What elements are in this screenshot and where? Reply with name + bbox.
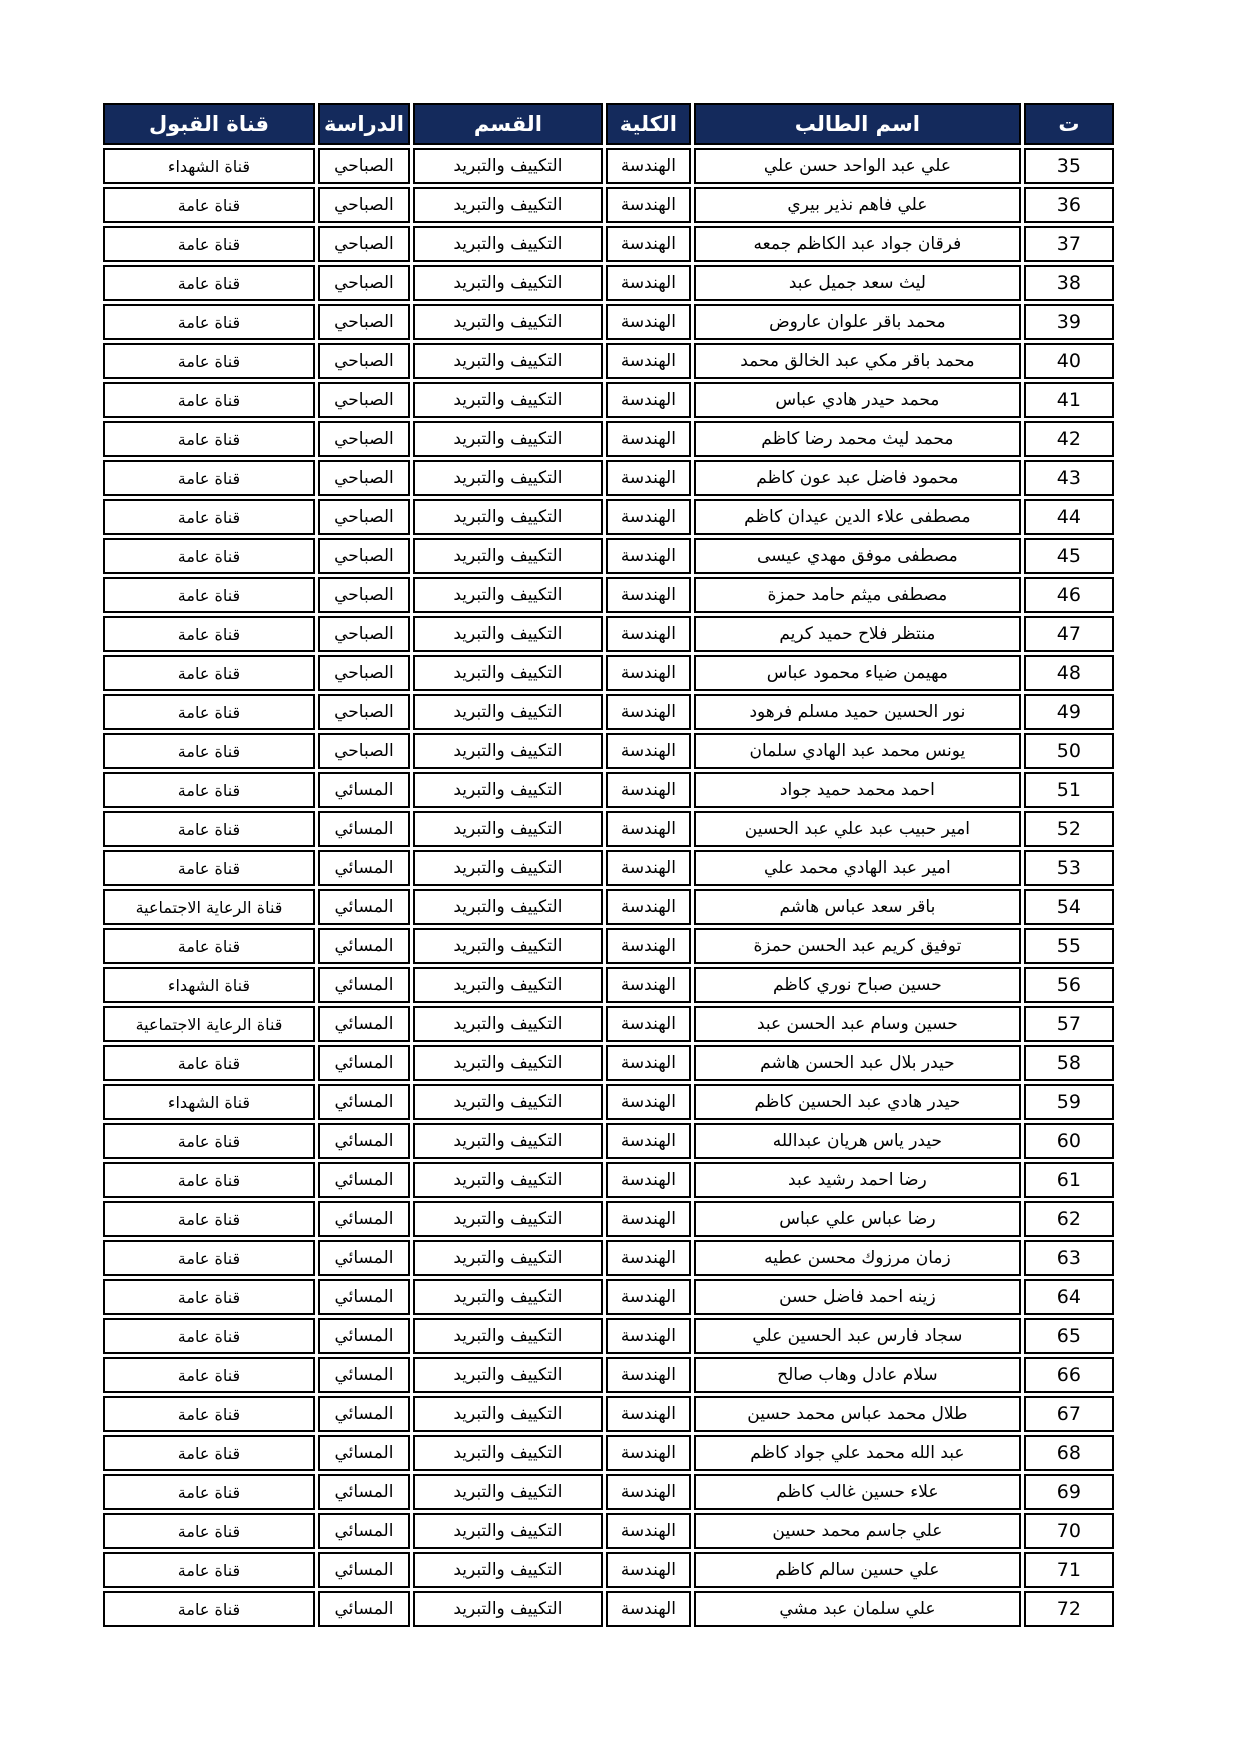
cell-name: حيدر هادي عبد الحسين كاظم xyxy=(694,1084,1021,1120)
cell-study: المسائي xyxy=(318,1591,410,1627)
cell-name: يونس محمد عبد الهادي سلمان xyxy=(694,733,1021,769)
cell-no: 63 xyxy=(1024,1240,1114,1276)
table-row xyxy=(103,226,1114,262)
header-name: اسم الطالب xyxy=(694,103,1021,145)
cell-college: الهندسة xyxy=(606,226,691,262)
cell-channel: قناة عامة xyxy=(103,1045,315,1081)
cell-name: زمان مرزوك محسن عطيه xyxy=(694,1240,1021,1276)
cell-college: الهندسة xyxy=(606,811,691,847)
table-row xyxy=(103,1435,1114,1471)
cell-college: الهندسة xyxy=(606,967,691,1003)
cell-college: الهندسة xyxy=(606,1240,691,1276)
table-row xyxy=(103,1201,1114,1237)
table-row xyxy=(103,1513,1114,1549)
cell-dept: التكييف والتبريد xyxy=(413,304,603,340)
cell-name: زينه احمد فاضل حسن xyxy=(694,1279,1021,1315)
cell-no: 49 xyxy=(1024,694,1114,730)
cell-no: 62 xyxy=(1024,1201,1114,1237)
table-row xyxy=(103,772,1114,808)
table-row xyxy=(103,499,1114,535)
cell-dept: التكييف والتبريد xyxy=(413,265,603,301)
cell-college: الهندسة xyxy=(606,1084,691,1120)
cell-no: 66 xyxy=(1024,1357,1114,1393)
cell-channel: قناة الرعاية الاجتماعية xyxy=(103,889,315,925)
cell-no: 57 xyxy=(1024,1006,1114,1042)
cell-dept: التكييف والتبريد xyxy=(413,1318,603,1354)
cell-college: الهندسة xyxy=(606,1396,691,1432)
cell-channel: قناة عامة xyxy=(103,1513,315,1549)
cell-study: المسائي xyxy=(318,1513,410,1549)
cell-channel: قناة عامة xyxy=(103,850,315,886)
cell-college: الهندسة xyxy=(606,1435,691,1471)
cell-no: 44 xyxy=(1024,499,1114,535)
cell-dept: التكييف والتبريد xyxy=(413,1240,603,1276)
cell-college: الهندسة xyxy=(606,265,691,301)
table-row xyxy=(103,265,1114,301)
cell-channel: قناة عامة xyxy=(103,1123,315,1159)
cell-dept: التكييف والتبريد xyxy=(413,850,603,886)
cell-no: 48 xyxy=(1024,655,1114,691)
cell-study: المسائي xyxy=(318,928,410,964)
cell-college: الهندسة xyxy=(606,499,691,535)
cell-name: امير عبد الهادي محمد علي xyxy=(694,850,1021,886)
cell-no: 51 xyxy=(1024,772,1114,808)
cell-college: الهندسة xyxy=(606,1318,691,1354)
cell-name: علي عبد الواحد حسن علي xyxy=(694,148,1021,184)
cell-channel: قناة عامة xyxy=(103,382,315,418)
cell-study: الصباحي xyxy=(318,616,410,652)
cell-dept: التكييف والتبريد xyxy=(413,382,603,418)
cell-no: 35 xyxy=(1024,148,1114,184)
cell-college: الهندسة xyxy=(606,1357,691,1393)
cell-study: المسائي xyxy=(318,1162,410,1198)
cell-dept: التكييف والتبريد xyxy=(413,421,603,457)
cell-dept: التكييف والتبريد xyxy=(413,1435,603,1471)
cell-channel: قناة عامة xyxy=(103,1357,315,1393)
table-body xyxy=(103,148,1114,1627)
table-row xyxy=(103,1318,1114,1354)
cell-dept: التكييف والتبريد xyxy=(413,811,603,847)
table-row xyxy=(103,1045,1114,1081)
cell-study: الصباحي xyxy=(318,226,410,262)
students-table xyxy=(100,100,1117,1630)
table-row xyxy=(103,616,1114,652)
cell-channel: قناة عامة xyxy=(103,1435,315,1471)
cell-dept: التكييف والتبريد xyxy=(413,928,603,964)
cell-channel: قناة عامة xyxy=(103,616,315,652)
cell-channel: قناة الشهداء xyxy=(103,1084,315,1120)
cell-dept: التكييف والتبريد xyxy=(413,889,603,925)
cell-channel: قناة عامة xyxy=(103,304,315,340)
cell-channel: قناة عامة xyxy=(103,343,315,379)
cell-dept: التكييف والتبريد xyxy=(413,577,603,613)
header-study: الدراسة xyxy=(318,103,410,145)
cell-no: 70 xyxy=(1024,1513,1114,1549)
cell-no: 42 xyxy=(1024,421,1114,457)
cell-channel: قناة عامة xyxy=(103,1318,315,1354)
table-row xyxy=(103,1084,1114,1120)
cell-name: محمد باقر مكي عبد الخالق محمد xyxy=(694,343,1021,379)
cell-channel: قناة عامة xyxy=(103,694,315,730)
cell-channel: قناة الشهداء xyxy=(103,148,315,184)
cell-name: محمد ليث محمد رضا كاظم xyxy=(694,421,1021,457)
table-row xyxy=(103,460,1114,496)
cell-channel: قناة عامة xyxy=(103,460,315,496)
cell-dept: التكييف والتبريد xyxy=(413,1201,603,1237)
cell-name: سجاد فارس عبد الحسين علي xyxy=(694,1318,1021,1354)
cell-dept: التكييف والتبريد xyxy=(413,499,603,535)
cell-no: 38 xyxy=(1024,265,1114,301)
cell-study: الصباحي xyxy=(318,733,410,769)
cell-channel: قناة عامة xyxy=(103,811,315,847)
cell-college: الهندسة xyxy=(606,187,691,223)
cell-college: الهندسة xyxy=(606,1474,691,1510)
cell-no: 36 xyxy=(1024,187,1114,223)
cell-dept: التكييف والتبريد xyxy=(413,733,603,769)
cell-channel: قناة عامة xyxy=(103,655,315,691)
cell-college: الهندسة xyxy=(606,1006,691,1042)
cell-no: 65 xyxy=(1024,1318,1114,1354)
table-row xyxy=(103,733,1114,769)
table-row xyxy=(103,1357,1114,1393)
cell-dept: التكييف والتبريد xyxy=(413,1279,603,1315)
cell-no: 68 xyxy=(1024,1435,1114,1471)
cell-dept: التكييف والتبريد xyxy=(413,1162,603,1198)
cell-name: مصطفى موفق مهدي عيسى xyxy=(694,538,1021,574)
cell-dept: التكييف والتبريد xyxy=(413,1123,603,1159)
cell-college: الهندسة xyxy=(606,1162,691,1198)
table-row xyxy=(103,382,1114,418)
cell-name: علي سلمان عبد مشي xyxy=(694,1591,1021,1627)
cell-dept: التكييف والتبريد xyxy=(413,655,603,691)
cell-name: علي جاسم محمد حسين xyxy=(694,1513,1021,1549)
cell-channel: قناة عامة xyxy=(103,928,315,964)
cell-name: محمد حيدر هادي عباس xyxy=(694,382,1021,418)
cell-no: 64 xyxy=(1024,1279,1114,1315)
table-row xyxy=(103,1279,1114,1315)
table-row xyxy=(103,577,1114,613)
cell-no: 52 xyxy=(1024,811,1114,847)
cell-study: الصباحي xyxy=(318,187,410,223)
cell-channel: قناة عامة xyxy=(103,187,315,223)
cell-name: علاء حسين غالب كاظم xyxy=(694,1474,1021,1510)
cell-name: مصطفى ميثم حامد حمزة xyxy=(694,577,1021,613)
cell-study: المسائي xyxy=(318,850,410,886)
cell-no: 71 xyxy=(1024,1552,1114,1588)
cell-name: علي فاهم نذير بيري xyxy=(694,187,1021,223)
cell-study: المسائي xyxy=(318,811,410,847)
cell-college: الهندسة xyxy=(606,148,691,184)
cell-name: حسين وسام عبد الحسن عبد xyxy=(694,1006,1021,1042)
table-row xyxy=(103,421,1114,457)
cell-no: 69 xyxy=(1024,1474,1114,1510)
cell-name: رضا احمد رشيد عبد xyxy=(694,1162,1021,1198)
header-channel: قناة القبول xyxy=(103,103,315,145)
cell-channel: قناة عامة xyxy=(103,772,315,808)
cell-college: الهندسة xyxy=(606,889,691,925)
table-row xyxy=(103,343,1114,379)
cell-no: 39 xyxy=(1024,304,1114,340)
cell-dept: التكييف والتبريد xyxy=(413,1552,603,1588)
table-row xyxy=(103,187,1114,223)
cell-no: 61 xyxy=(1024,1162,1114,1198)
cell-college: الهندسة xyxy=(606,1552,691,1588)
cell-no: 60 xyxy=(1024,1123,1114,1159)
table-header xyxy=(103,103,1114,145)
cell-name: امير حبيب عبد علي عبد الحسين xyxy=(694,811,1021,847)
cell-study: الصباحي xyxy=(318,577,410,613)
cell-channel: قناة عامة xyxy=(103,577,315,613)
cell-name: محمد باقر علوان عاروض xyxy=(694,304,1021,340)
table-row xyxy=(103,850,1114,886)
cell-study: الصباحي xyxy=(318,148,410,184)
cell-study: الصباحي xyxy=(318,538,410,574)
cell-channel: قناة عامة xyxy=(103,1591,315,1627)
cell-channel: قناة عامة xyxy=(103,1552,315,1588)
table-row xyxy=(103,1162,1114,1198)
cell-college: الهندسة xyxy=(606,1045,691,1081)
table-row xyxy=(103,1396,1114,1432)
table-row xyxy=(103,538,1114,574)
cell-dept: التكييف والتبريد xyxy=(413,616,603,652)
cell-study: المسائي xyxy=(318,1279,410,1315)
cell-study: الصباحي xyxy=(318,343,410,379)
cell-name: سلام عادل وهاب صالح xyxy=(694,1357,1021,1393)
header-dept: القسم xyxy=(413,103,603,145)
cell-study: المسائي xyxy=(318,1240,410,1276)
header-no: ت xyxy=(1024,103,1114,145)
cell-no: 46 xyxy=(1024,577,1114,613)
cell-channel: قناة عامة xyxy=(103,1162,315,1198)
cell-name: حيدر ياس هريان عبدالله xyxy=(694,1123,1021,1159)
cell-no: 40 xyxy=(1024,343,1114,379)
table-row xyxy=(103,148,1114,184)
cell-college: الهندسة xyxy=(606,1279,691,1315)
cell-study: المسائي xyxy=(318,1357,410,1393)
cell-college: الهندسة xyxy=(606,1123,691,1159)
cell-no: 50 xyxy=(1024,733,1114,769)
table-row xyxy=(103,1123,1114,1159)
cell-college: الهندسة xyxy=(606,733,691,769)
cell-name: ليث سعد جميل عبد xyxy=(694,265,1021,301)
table-row xyxy=(103,889,1114,925)
cell-dept: التكييف والتبريد xyxy=(413,460,603,496)
table-row xyxy=(103,928,1114,964)
cell-channel: قناة عامة xyxy=(103,1396,315,1432)
cell-college: الهندسة xyxy=(606,850,691,886)
cell-study: المسائي xyxy=(318,1396,410,1432)
cell-channel: قناة الرعاية الاجتماعية xyxy=(103,1006,315,1042)
cell-name: باقر سعد عباس هاشم xyxy=(694,889,1021,925)
cell-dept: التكييف والتبريد xyxy=(413,148,603,184)
cell-name: محمود فاضل عبد عون كاظم xyxy=(694,460,1021,496)
cell-dept: التكييف والتبريد xyxy=(413,343,603,379)
cell-channel: قناة عامة xyxy=(103,1279,315,1315)
cell-channel: قناة عامة xyxy=(103,1240,315,1276)
cell-name: توفيق كريم عبد الحسن حمزة xyxy=(694,928,1021,964)
cell-college: الهندسة xyxy=(606,538,691,574)
cell-name: عبد الله محمد علي جواد كاظم xyxy=(694,1435,1021,1471)
cell-name: حيدر بلال عبد الحسن هاشم xyxy=(694,1045,1021,1081)
cell-college: الهندسة xyxy=(606,694,691,730)
cell-dept: التكييف والتبريد xyxy=(413,226,603,262)
cell-study: المسائي xyxy=(318,889,410,925)
cell-name: فرقان جواد عبد الكاظم جمعه xyxy=(694,226,1021,262)
cell-college: الهندسة xyxy=(606,460,691,496)
cell-college: الهندسة xyxy=(606,1591,691,1627)
cell-name: رضا عباس علي عباس xyxy=(694,1201,1021,1237)
cell-study: المسائي xyxy=(318,1045,410,1081)
cell-no: 67 xyxy=(1024,1396,1114,1432)
cell-no: 41 xyxy=(1024,382,1114,418)
header-row xyxy=(103,103,1114,145)
table-row xyxy=(103,1474,1114,1510)
table-row xyxy=(103,1006,1114,1042)
cell-channel: قناة عامة xyxy=(103,499,315,535)
cell-channel: قناة عامة xyxy=(103,265,315,301)
cell-study: الصباحي xyxy=(318,382,410,418)
cell-no: 55 xyxy=(1024,928,1114,964)
cell-college: الهندسة xyxy=(606,304,691,340)
cell-no: 45 xyxy=(1024,538,1114,574)
cell-study: الصباحي xyxy=(318,460,410,496)
cell-college: الهندسة xyxy=(606,1513,691,1549)
cell-channel: قناة عامة xyxy=(103,538,315,574)
cell-dept: التكييف والتبريد xyxy=(413,694,603,730)
cell-college: الهندسة xyxy=(606,616,691,652)
cell-no: 37 xyxy=(1024,226,1114,262)
cell-dept: التكييف والتبريد xyxy=(413,1357,603,1393)
cell-study: الصباحي xyxy=(318,421,410,457)
cell-study: المسائي xyxy=(318,1084,410,1120)
cell-study: الصباحي xyxy=(318,694,410,730)
cell-dept: التكييف والتبريد xyxy=(413,1006,603,1042)
table-row xyxy=(103,967,1114,1003)
table-row xyxy=(103,1240,1114,1276)
cell-dept: التكييف والتبريد xyxy=(413,187,603,223)
cell-college: الهندسة xyxy=(606,382,691,418)
cell-dept: التكييف والتبريد xyxy=(413,1084,603,1120)
cell-channel: قناة عامة xyxy=(103,421,315,457)
cell-college: الهندسة xyxy=(606,928,691,964)
cell-study: الصباحي xyxy=(318,265,410,301)
cell-college: الهندسة xyxy=(606,577,691,613)
cell-name: حسين صباح نوري كاظم xyxy=(694,967,1021,1003)
cell-dept: التكييف والتبريد xyxy=(413,1396,603,1432)
cell-name: منتظر فلاح حميد كريم xyxy=(694,616,1021,652)
cell-name: احمد محمد حميد جواد xyxy=(694,772,1021,808)
cell-dept: التكييف والتبريد xyxy=(413,1591,603,1627)
table-row xyxy=(103,655,1114,691)
cell-no: 43 xyxy=(1024,460,1114,496)
cell-name: علي حسين سالم كاظم xyxy=(694,1552,1021,1588)
cell-study: المسائي xyxy=(318,1201,410,1237)
cell-study: المسائي xyxy=(318,772,410,808)
table-row xyxy=(103,694,1114,730)
cell-study: الصباحي xyxy=(318,304,410,340)
table-row xyxy=(103,1552,1114,1588)
cell-no: 72 xyxy=(1024,1591,1114,1627)
table-row xyxy=(103,1591,1114,1627)
cell-channel: قناة عامة xyxy=(103,733,315,769)
cell-study: الصباحي xyxy=(318,655,410,691)
cell-college: الهندسة xyxy=(606,655,691,691)
cell-name: نور الحسين حميد مسلم فرهود xyxy=(694,694,1021,730)
cell-study: المسائي xyxy=(318,967,410,1003)
cell-dept: التكييف والتبريد xyxy=(413,1513,603,1549)
cell-college: الهندسة xyxy=(606,772,691,808)
cell-study: المسائي xyxy=(318,1474,410,1510)
cell-no: 56 xyxy=(1024,967,1114,1003)
cell-no: 47 xyxy=(1024,616,1114,652)
cell-study: المسائي xyxy=(318,1123,410,1159)
cell-channel: قناة الشهداء xyxy=(103,967,315,1003)
cell-dept: التكييف والتبريد xyxy=(413,538,603,574)
cell-channel: قناة عامة xyxy=(103,1201,315,1237)
cell-study: الصباحي xyxy=(318,499,410,535)
header-college: الكلية xyxy=(606,103,691,145)
cell-dept: التكييف والتبريد xyxy=(413,1045,603,1081)
cell-channel: قناة عامة xyxy=(103,1474,315,1510)
cell-name: مصطفى علاء الدين عيدان كاظم xyxy=(694,499,1021,535)
cell-college: الهندسة xyxy=(606,1201,691,1237)
cell-no: 53 xyxy=(1024,850,1114,886)
cell-no: 54 xyxy=(1024,889,1114,925)
table-row xyxy=(103,304,1114,340)
table-row xyxy=(103,811,1114,847)
cell-name: مهيمن ضياء محمود عباس xyxy=(694,655,1021,691)
cell-college: الهندسة xyxy=(606,421,691,457)
cell-dept: التكييف والتبريد xyxy=(413,967,603,1003)
cell-dept: التكييف والتبريد xyxy=(413,772,603,808)
cell-study: المسائي xyxy=(318,1006,410,1042)
cell-college: الهندسة xyxy=(606,343,691,379)
cell-study: المسائي xyxy=(318,1318,410,1354)
cell-dept: التكييف والتبريد xyxy=(413,1474,603,1510)
cell-study: المسائي xyxy=(318,1552,410,1588)
cell-no: 59 xyxy=(1024,1084,1114,1120)
cell-study: المسائي xyxy=(318,1435,410,1471)
cell-name: طلال محمد عباس محمد حسين xyxy=(694,1396,1021,1432)
cell-no: 58 xyxy=(1024,1045,1114,1081)
cell-channel: قناة عامة xyxy=(103,226,315,262)
